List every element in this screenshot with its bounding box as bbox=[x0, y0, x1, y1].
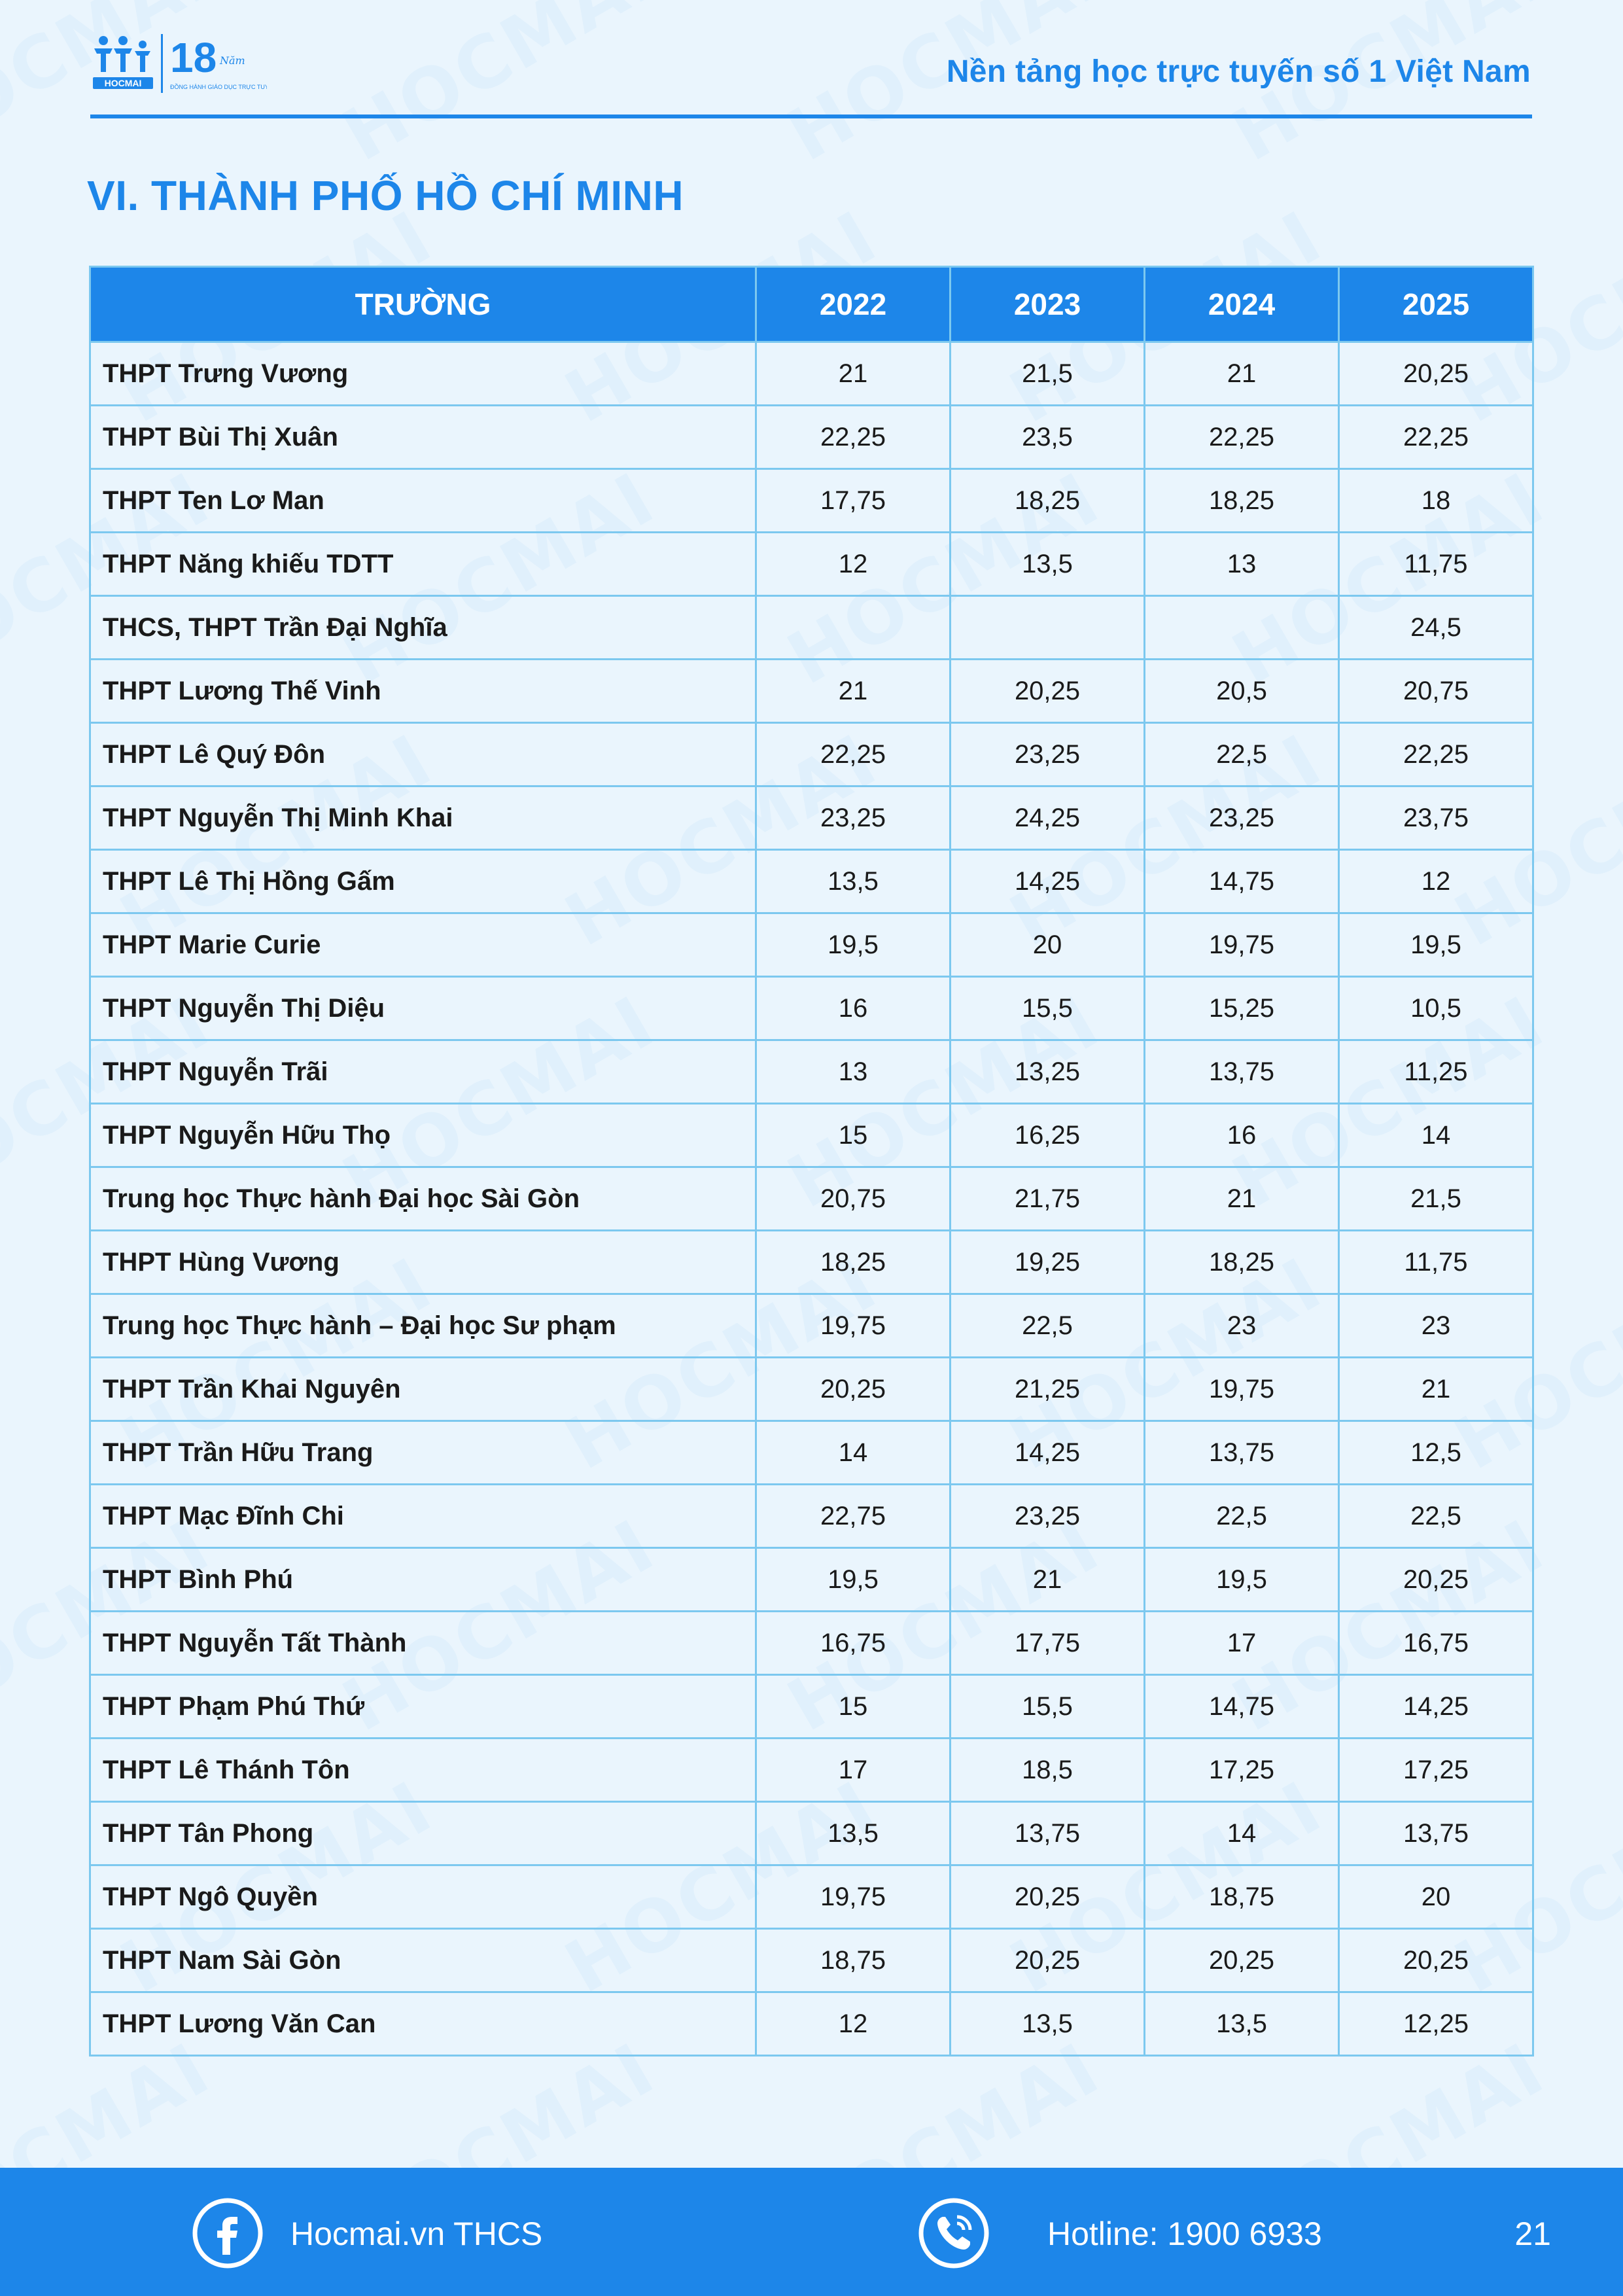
score-cell-2025: 20,25 bbox=[1339, 342, 1533, 406]
score-cell-2024: 16 bbox=[1145, 1104, 1339, 1167]
score-cell-2023: 23,25 bbox=[951, 1485, 1145, 1548]
score-cell-2023: 20,25 bbox=[951, 1929, 1145, 1992]
score-cell-2023: 13,5 bbox=[951, 533, 1145, 596]
score-cell-2024: 22,5 bbox=[1145, 723, 1339, 786]
score-cell-2024: 22,25 bbox=[1145, 406, 1339, 469]
table-row bbox=[90, 977, 1533, 1040]
score-cell-2025: 19,5 bbox=[1339, 913, 1533, 977]
table-row bbox=[90, 1231, 1533, 1294]
score-cell-2023: 18,25 bbox=[951, 469, 1145, 533]
score-cell-2024: 17,25 bbox=[1145, 1739, 1339, 1802]
logo-anniversary-word: Năm bbox=[220, 54, 245, 67]
school-name-cell: THPT Marie Curie bbox=[90, 913, 756, 977]
score-cell-2024: 23,25 bbox=[1145, 786, 1339, 850]
school-name-cell: THPT Nguyễn Thị Minh Khai bbox=[90, 786, 756, 850]
score-cell-2023 bbox=[951, 596, 1145, 660]
table-row bbox=[90, 533, 1533, 596]
school-name-cell: THPT Bình Phú bbox=[90, 1548, 756, 1612]
score-cell-2025: 12 bbox=[1339, 850, 1533, 913]
page-number: 21 bbox=[1514, 2216, 1551, 2252]
column-header-school: TRƯỜNG bbox=[90, 267, 756, 342]
score-cell-2024: 21 bbox=[1145, 1167, 1339, 1231]
school-name-cell: THPT Hùng Vương bbox=[90, 1231, 756, 1294]
column-header-2022: 2022 bbox=[756, 267, 951, 342]
score-cell-2022: 14 bbox=[756, 1421, 951, 1485]
score-cell-2023: 17,75 bbox=[951, 1612, 1145, 1675]
watermark-text bbox=[329, 0, 669, 177]
school-name-cell: Trung học Thực hành – Đại học Sư phạm bbox=[90, 1294, 756, 1358]
school-name-cell: THPT Ten Lơ Man bbox=[90, 469, 756, 533]
score-cell-2022: 13 bbox=[756, 1040, 951, 1104]
score-cell-2024: 13,75 bbox=[1145, 1040, 1339, 1104]
table-row bbox=[90, 1104, 1533, 1167]
score-cell-2025: 21 bbox=[1339, 1358, 1533, 1421]
phone-icon[interactable] bbox=[918, 2197, 990, 2269]
score-cell-2023: 19,25 bbox=[951, 1231, 1145, 1294]
score-cell-2025: 22,25 bbox=[1339, 406, 1533, 469]
table-header-row bbox=[90, 267, 1533, 342]
score-cell-2024: 20,5 bbox=[1145, 660, 1339, 723]
score-cell-2025: 22,25 bbox=[1339, 723, 1533, 786]
school-name-cell: THPT Lê Thánh Tôn bbox=[90, 1739, 756, 1802]
score-cell-2025: 20,75 bbox=[1339, 660, 1533, 723]
table-row bbox=[90, 1739, 1533, 1802]
logo-brand-text: HOCMAI bbox=[104, 78, 142, 88]
score-cell-2022: 21 bbox=[756, 660, 951, 723]
score-cell-2023: 14,25 bbox=[951, 1421, 1145, 1485]
score-cell-2024: 21 bbox=[1145, 342, 1339, 406]
score-cell-2025: 18 bbox=[1339, 469, 1533, 533]
admission-scores-table bbox=[89, 266, 1534, 2057]
score-cell-2023: 22,5 bbox=[951, 1294, 1145, 1358]
score-cell-2022: 13,5 bbox=[756, 1802, 951, 1865]
score-cell-2025: 11,25 bbox=[1339, 1040, 1533, 1104]
score-cell-2025: 17,25 bbox=[1339, 1739, 1533, 1802]
score-cell-2025: 20,25 bbox=[1339, 1929, 1533, 1992]
score-cell-2022: 19,75 bbox=[756, 1865, 951, 1929]
score-cell-2022: 18,25 bbox=[756, 1231, 951, 1294]
score-cell-2023: 21,25 bbox=[951, 1358, 1145, 1421]
table-row bbox=[90, 406, 1533, 469]
school-name-cell: THPT Mạc Đĩnh Chi bbox=[90, 1485, 756, 1548]
score-cell-2022: 19,5 bbox=[756, 1548, 951, 1612]
score-cell-2023: 16,25 bbox=[951, 1104, 1145, 1167]
score-cell-2025: 22,5 bbox=[1339, 1485, 1533, 1548]
school-name-cell: THPT Lê Quý Đôn bbox=[90, 723, 756, 786]
score-cell-2023: 23,5 bbox=[951, 406, 1145, 469]
score-cell-2023: 13,5 bbox=[951, 1992, 1145, 2056]
table-row bbox=[90, 1167, 1533, 1231]
score-cell-2023: 14,25 bbox=[951, 850, 1145, 913]
score-cell-2022: 19,5 bbox=[756, 913, 951, 977]
score-cell-2022 bbox=[756, 596, 951, 660]
logo-anniversary-number: 18 bbox=[170, 34, 217, 81]
table-row bbox=[90, 1929, 1533, 1992]
school-name-cell: THPT Năng khiếu TDTT bbox=[90, 533, 756, 596]
school-name-cell: THPT Nguyễn Thị Diệu bbox=[90, 977, 756, 1040]
school-name-cell: THPT Nguyễn Trãi bbox=[90, 1040, 756, 1104]
score-cell-2022: 22,25 bbox=[756, 723, 951, 786]
score-cell-2025: 24,5 bbox=[1339, 596, 1533, 660]
school-name-cell: THPT Tân Phong bbox=[90, 1802, 756, 1865]
score-cell-2022: 17,75 bbox=[756, 469, 951, 533]
score-cell-2024: 14,75 bbox=[1145, 1675, 1339, 1739]
score-cell-2023: 18,5 bbox=[951, 1739, 1145, 1802]
score-cell-2022: 12 bbox=[756, 1992, 951, 2056]
score-cell-2022: 16,75 bbox=[756, 1612, 951, 1675]
score-cell-2024: 14,75 bbox=[1145, 850, 1339, 913]
score-cell-2024: 13 bbox=[1145, 533, 1339, 596]
score-cell-2022: 23,25 bbox=[756, 786, 951, 850]
score-cell-2023: 21,5 bbox=[951, 342, 1145, 406]
score-cell-2025: 11,75 bbox=[1339, 533, 1533, 596]
score-cell-2024: 18,25 bbox=[1145, 1231, 1339, 1294]
score-cell-2023: 13,25 bbox=[951, 1040, 1145, 1104]
table-row bbox=[90, 1612, 1533, 1675]
table-row bbox=[90, 342, 1533, 406]
score-cell-2024 bbox=[1145, 596, 1339, 660]
table-row bbox=[90, 1421, 1533, 1485]
facebook-icon[interactable] bbox=[192, 2197, 264, 2269]
logo-anniversary-sub: ĐỒNG HÀNH GIÁO DỤC TRỰC TUYẾN bbox=[170, 84, 267, 90]
score-cell-2025: 20,25 bbox=[1339, 1548, 1533, 1612]
score-cell-2025: 11,75 bbox=[1339, 1231, 1533, 1294]
score-cell-2024: 18,25 bbox=[1145, 469, 1339, 533]
score-cell-2025: 16,75 bbox=[1339, 1612, 1533, 1675]
score-cell-2022: 15 bbox=[756, 1104, 951, 1167]
score-cell-2025: 23,75 bbox=[1339, 786, 1533, 850]
school-name-cell: THCS, THPT Trần Đại Nghĩa bbox=[90, 596, 756, 660]
score-cell-2025: 20 bbox=[1339, 1865, 1533, 1929]
score-cell-2023: 20,25 bbox=[951, 660, 1145, 723]
score-cell-2022: 22,25 bbox=[756, 406, 951, 469]
score-cell-2022: 15 bbox=[756, 1675, 951, 1739]
score-cell-2024: 19,5 bbox=[1145, 1548, 1339, 1612]
score-cell-2022: 20,75 bbox=[756, 1167, 951, 1231]
score-cell-2022: 20,25 bbox=[756, 1358, 951, 1421]
table-row bbox=[90, 1992, 1533, 2056]
score-cell-2023: 23,25 bbox=[951, 723, 1145, 786]
school-name-cell: THPT Phạm Phú Thứ bbox=[90, 1675, 756, 1739]
table-row bbox=[90, 1040, 1533, 1104]
table-row bbox=[90, 660, 1533, 723]
score-cell-2025: 12,5 bbox=[1339, 1421, 1533, 1485]
table-row bbox=[90, 1675, 1533, 1739]
score-cell-2024: 13,5 bbox=[1145, 1992, 1339, 2056]
footer-bar bbox=[0, 2168, 1623, 2296]
score-cell-2023: 15,5 bbox=[951, 1675, 1145, 1739]
score-cell-2025: 14 bbox=[1339, 1104, 1533, 1167]
score-cell-2025: 14,25 bbox=[1339, 1675, 1533, 1739]
table-row bbox=[90, 1865, 1533, 1929]
table-row bbox=[90, 913, 1533, 977]
score-cell-2022: 19,75 bbox=[756, 1294, 951, 1358]
score-cell-2023: 20,25 bbox=[951, 1865, 1145, 1929]
section-title: VI. THÀNH PHỐ HỒ CHÍ MINH bbox=[87, 172, 684, 219]
score-cell-2025: 13,75 bbox=[1339, 1802, 1533, 1865]
table-row bbox=[90, 850, 1533, 913]
school-name-cell: THPT Lê Thị Hồng Gấm bbox=[90, 850, 756, 913]
table-row bbox=[90, 723, 1533, 786]
school-name-cell: THPT Nguyễn Hữu Thọ bbox=[90, 1104, 756, 1167]
score-cell-2022: 12 bbox=[756, 533, 951, 596]
score-cell-2022: 16 bbox=[756, 977, 951, 1040]
header-divider bbox=[90, 115, 1532, 118]
score-cell-2022: 13,5 bbox=[756, 850, 951, 913]
school-name-cell: THPT Nam Sài Gòn bbox=[90, 1929, 756, 1992]
score-cell-2022: 18,75 bbox=[756, 1929, 951, 1992]
score-cell-2023: 21 bbox=[951, 1548, 1145, 1612]
table-row bbox=[90, 1294, 1533, 1358]
score-cell-2024: 14 bbox=[1145, 1802, 1339, 1865]
school-name-cell: THPT Ngô Quyền bbox=[90, 1865, 756, 1929]
score-cell-2024: 19,75 bbox=[1145, 913, 1339, 977]
score-cell-2024: 17 bbox=[1145, 1612, 1339, 1675]
score-cell-2022: 17 bbox=[756, 1739, 951, 1802]
score-cell-2024: 19,75 bbox=[1145, 1358, 1339, 1421]
score-cell-2025: 10,5 bbox=[1339, 977, 1533, 1040]
table-row bbox=[90, 1358, 1533, 1421]
score-cell-2023: 20 bbox=[951, 913, 1145, 977]
score-cell-2022: 22,75 bbox=[756, 1485, 951, 1548]
table-row bbox=[90, 469, 1533, 533]
score-cell-2025: 12,25 bbox=[1339, 1992, 1533, 2056]
score-cell-2025: 23 bbox=[1339, 1294, 1533, 1358]
column-header-2025: 2025 bbox=[1339, 267, 1533, 342]
score-cell-2024: 22,5 bbox=[1145, 1485, 1339, 1548]
score-cell-2025: 21,5 bbox=[1339, 1167, 1533, 1231]
school-name-cell: THPT Trần Hữu Trang bbox=[90, 1421, 756, 1485]
score-cell-2024: 15,25 bbox=[1145, 977, 1339, 1040]
column-header-2024: 2024 bbox=[1145, 267, 1339, 342]
score-cell-2022: 21 bbox=[756, 342, 951, 406]
score-cell-2024: 13,75 bbox=[1145, 1421, 1339, 1485]
header-tagline: Nền tảng học trực tuyến số 1 Việt Nam bbox=[946, 54, 1531, 89]
school-name-cell: THPT Lương Văn Can bbox=[90, 1992, 756, 2056]
score-cell-2024: 20,25 bbox=[1145, 1929, 1339, 1992]
school-name-cell: THPT Bùi Thị Xuân bbox=[90, 406, 756, 469]
score-cell-2023: 21,75 bbox=[951, 1167, 1145, 1231]
school-name-cell: THPT Nguyễn Tất Thành bbox=[90, 1612, 756, 1675]
score-cell-2023: 13,75 bbox=[951, 1802, 1145, 1865]
school-name-cell: THPT Lương Thế Vinh bbox=[90, 660, 756, 723]
score-cell-2024: 18,75 bbox=[1145, 1865, 1339, 1929]
table-row bbox=[90, 1802, 1533, 1865]
table-row bbox=[90, 786, 1533, 850]
footer-facebook-label[interactable]: Hocmai.vn THCS bbox=[290, 2216, 543, 2252]
footer-hotline[interactable]: Hotline: 1900 6933 bbox=[1047, 2216, 1322, 2252]
hocmai-logo bbox=[90, 31, 267, 97]
school-name-cell: THPT Trần Khai Nguyên bbox=[90, 1358, 756, 1421]
school-name-cell: THPT Trưng Vương bbox=[90, 342, 756, 406]
score-cell-2024: 23 bbox=[1145, 1294, 1339, 1358]
score-cell-2023: 15,5 bbox=[951, 977, 1145, 1040]
table-row bbox=[90, 1548, 1533, 1612]
school-name-cell: Trung học Thực hành Đại học Sài Gòn bbox=[90, 1167, 756, 1231]
score-cell-2023: 24,25 bbox=[951, 786, 1145, 850]
column-header-2023: 2023 bbox=[951, 267, 1145, 342]
table-row bbox=[90, 596, 1533, 660]
table-row bbox=[90, 1485, 1533, 1548]
